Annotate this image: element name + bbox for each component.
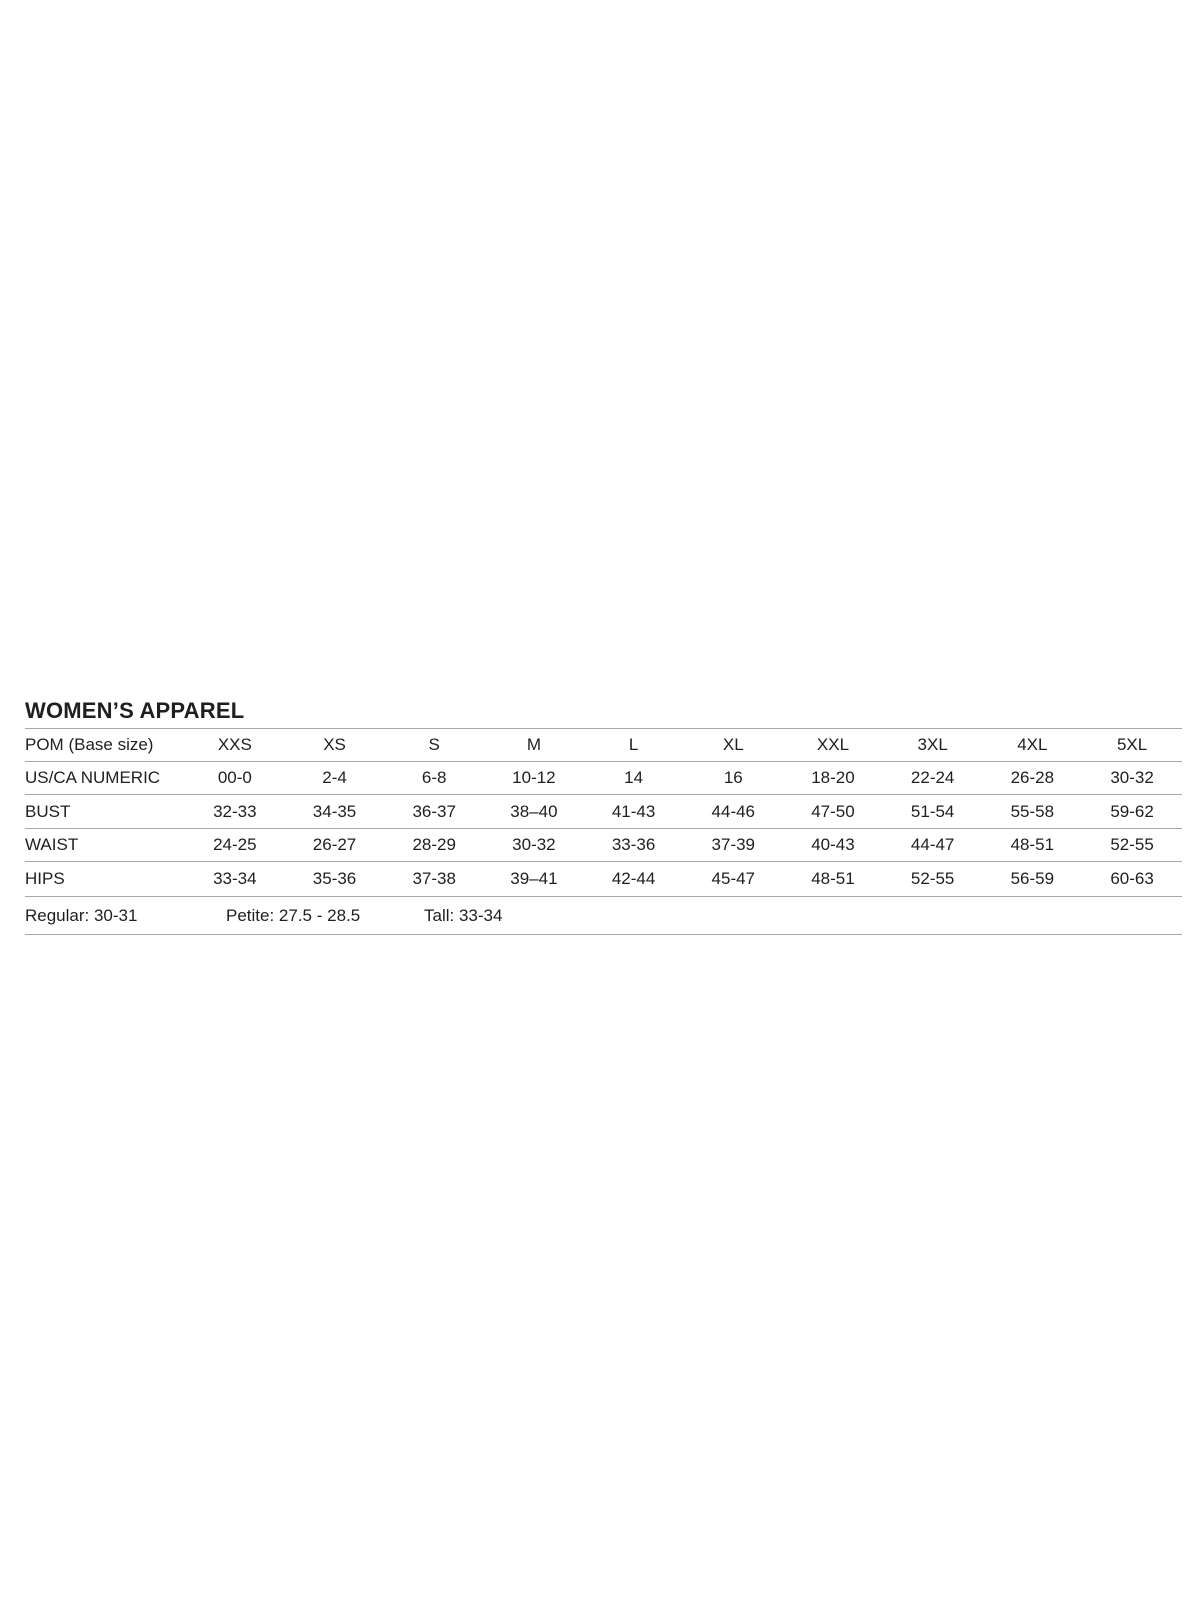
table-cell: 48-51 [983,829,1083,862]
column-header-size: XL [683,729,783,762]
table-cell: 60-63 [1082,862,1182,897]
table-row-hips [25,862,1182,897]
table-cell: 26-27 [285,829,385,862]
row-label: HIPS [25,862,185,897]
table-cell: 47-50 [783,795,883,829]
table-cell: 32-33 [185,795,285,829]
table-cell: 33-36 [584,829,684,862]
table-row-bust [25,795,1182,829]
table-cell: 55-58 [983,795,1083,829]
table-cell: 59-62 [1082,795,1182,829]
column-header-size: M [484,729,584,762]
table-cell: 51-54 [883,795,983,829]
table-cell: 41-43 [584,795,684,829]
column-header-size: 5XL [1082,729,1182,762]
table-cell: 36-37 [384,795,484,829]
inseam-regular: Regular: 30-31 [25,906,138,925]
table-cell: 35-36 [285,862,385,897]
table-cell: 45-47 [683,862,783,897]
row-label: WAIST [25,829,185,862]
table-cell: 42-44 [584,862,684,897]
table-cell: 56-59 [983,862,1083,897]
table-row-us-ca-numeric [25,762,1182,795]
table-cell: 48-51 [783,862,883,897]
table-cell: 30-32 [484,829,584,862]
column-header-pom: POM (Base size) [25,729,185,762]
table-cell: 28-29 [384,829,484,862]
table-cell: 26-28 [983,762,1083,795]
size-chart [25,700,1182,935]
header-row [25,729,1182,762]
column-header-size: L [584,729,684,762]
table-cell: 22-24 [883,762,983,795]
row-label: US/CA NUMERIC [25,762,185,795]
size-table [25,729,1182,897]
table-cell: 40-43 [783,829,883,862]
inseam-tall: Tall: 33-34 [424,906,503,925]
table-cell: 14 [584,762,684,795]
table-cell: 10-12 [484,762,584,795]
table-cell: 37-38 [384,862,484,897]
column-header-size: XXL [783,729,883,762]
column-header-size: 3XL [883,729,983,762]
chart-title: WOMEN’S APPAREL [25,694,1182,729]
table-cell: 30-32 [1082,762,1182,795]
column-header-size: XXS [185,729,285,762]
row-label: BUST [25,795,185,829]
table-cell: 44-47 [883,829,983,862]
column-header-size: 4XL [983,729,1083,762]
table-cell: 52-55 [883,862,983,897]
table-cell: 00-0 [185,762,285,795]
column-header-size: XS [285,729,385,762]
table-cell: 37-39 [683,829,783,862]
table-cell: 6-8 [384,762,484,795]
table-cell: 52-55 [1082,829,1182,862]
table-cell: 24-25 [185,829,285,862]
table-cell: 16 [683,762,783,795]
table-cell: 39–41 [484,862,584,897]
table-cell: 33-34 [185,862,285,897]
table-cell: 34-35 [285,795,385,829]
inseam-row [25,897,1182,935]
table-cell: 38–40 [484,795,584,829]
table-cell: 2-4 [285,762,385,795]
table-cell: 44-46 [683,795,783,829]
column-header-size: S [384,729,484,762]
table-row-waist [25,829,1182,862]
table-cell: 18-20 [783,762,883,795]
inseam-petite: Petite: 27.5 - 28.5 [226,906,361,925]
